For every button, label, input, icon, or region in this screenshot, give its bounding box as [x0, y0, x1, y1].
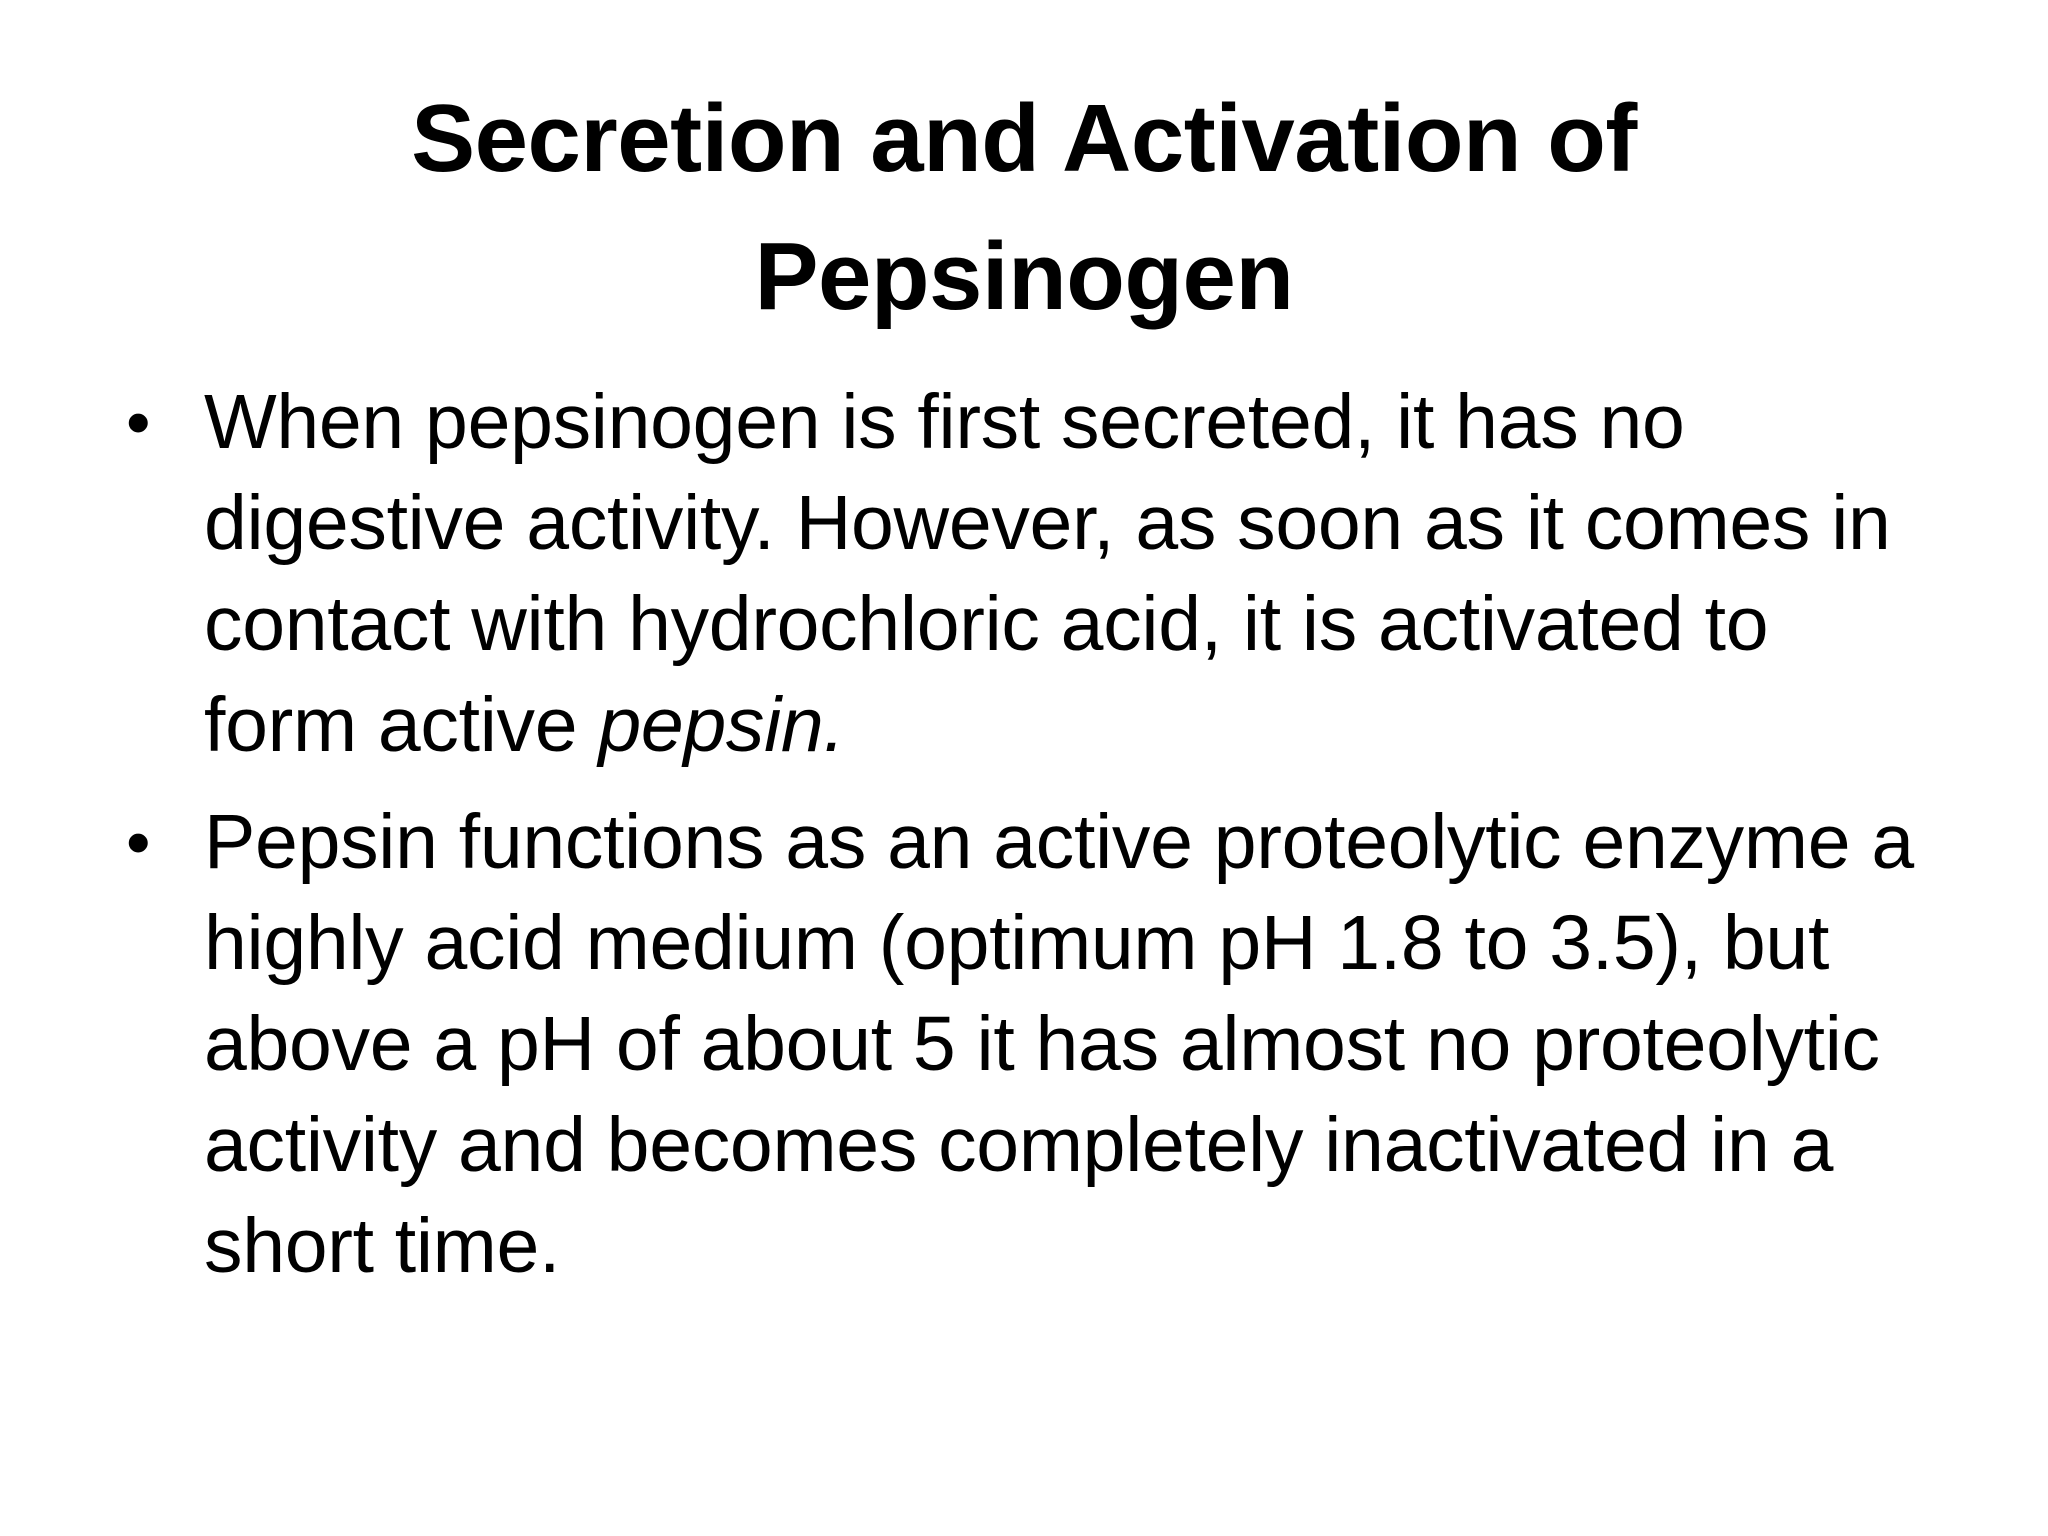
bullet-icon: • — [126, 383, 151, 461]
slide-title-line-1: Secretion and Activation of — [411, 85, 1637, 192]
bullet-icon: • — [126, 803, 151, 881]
slide-title — [0, 70, 2048, 346]
bullet-item-pepsinogen-activation — [118, 372, 1938, 776]
bullet-emphasis-pepsin: pepsin. — [598, 682, 845, 768]
bullet-text: Pepsin functions as an active proteolytic enzyme a highly acid medium (optimum pH 1.8 to 3.5), but above a pH of about 5 it has almost no proteolytic activity and becomes completely inactivated in a short time. — [204, 799, 1914, 1289]
bullet-item-pepsin-function — [118, 792, 1938, 1297]
bullet-list — [118, 372, 1938, 1313]
slide-title-line-2: Pepsinogen — [754, 223, 1294, 330]
bullet-text: When pepsinogen is first secreted, it has no digestive activity. However, as soon as it comes in contact with hydrochloric acid, it is activated to form active — [204, 379, 1891, 768]
